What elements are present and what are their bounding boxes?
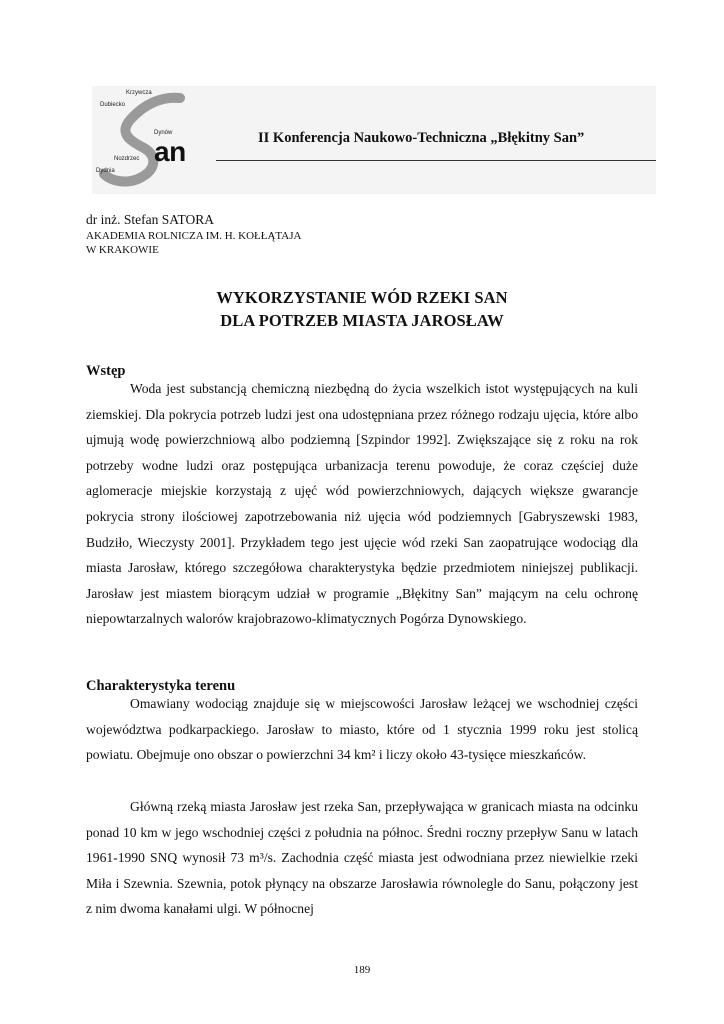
author-affiliation-city: W KRAKOWIE xyxy=(86,244,159,256)
logo-town-label: Dydnia xyxy=(96,168,115,174)
author-name: dr inż. Stefan SATORA xyxy=(86,212,214,227)
area-paragraph-2: Główną rzeką miasta Jarosław jest rzeka San, przepływająca w granicach miasta na odcinku ponad 10 km w jego wschodniej części z południa na północ. Średni roczny przepływ Sanu w latach 1961-1990 SNQ wynosił 73 m³/s. Zachodnia część miasta jest odwodniana przez niewielkie rzeki Miła i Szewnia. Szewnia, potok płynący na obszarze Jarosławia równolegle do Sanu, połączony jest z nim dwoma kanałami ulgi. W północnej xyxy=(86,799,638,917)
section-heading-intro: Wstęp xyxy=(86,363,126,379)
logo-wordmark: an xyxy=(154,136,186,167)
paper-title-line-2: DLA POTRZEB MIASTA JAROSŁAW xyxy=(220,311,504,330)
intro-paragraph: Woda jest substancją chemiczną niezbędną do życia wszelkich istot występujących na kuli ziemskiej. Dla pokrycia potrzeb ludzi jest ona udostępniana przez różnego rodzaju ujęcia, które albo ujmują wodę powierzchniową albo podziemną [Szpindor 1992]. Zwiększające się z roku na rok potrzeby wodne ludzi oraz postępująca urbanizacja terenu powoduje, że coraz częściej duże aglomeracje miejskie korzystają z ujęć wód powierzchniowych, dających większe gwarancje pokrycia strony ilościowej zapotrzebowania niż ujęcia wód podziemnych [Gabryszewski 1983, Budziło, Wieczysty 2001]. Przykładem tego jest ujęcie wód rzeki San zaopatrujące wodociąg dla miasta Jarosław, którego szczegółowa charakterystyka będzie przedmiotem niniejszej publikacji. Jarosław jest miastem biorącym udział w programie „Błękitny San” mającym na celu ochronę niepowtarzalnych walorów krajobrazowo-klimatycznych Pogórza Dynowskiego. xyxy=(86,381,638,627)
page-number: 189 xyxy=(353,964,371,976)
conference-logo xyxy=(92,86,212,194)
conference-title: II Konferencja Naukowo-Techniczna „Błękitny San” xyxy=(258,130,585,146)
logo-town-label: Nozdrzec xyxy=(114,156,140,162)
section-heading-area: Charakterystyka terenu xyxy=(86,678,236,694)
logo-town-label: Krzywcza xyxy=(126,90,152,96)
logo-town-label: Dubiecko xyxy=(100,102,126,108)
area-paragraph-1: Omawiany wodociąg znajduje się w miejscowości Jarosław leżącej we wschodniej części województwa podkarpackiego. Jarosław to miasto, które od 1 stycznia 1999 roku jest stolicą powiatu. Obejmuje ono obszar o powierzchni 34 km² i liczy około 43-tysięce mieszkańców. xyxy=(86,696,638,763)
header-divider xyxy=(216,160,656,161)
paper-title-line-1: WYKORZYSTANIE WÓD RZEKI SAN xyxy=(216,288,508,307)
logo-town-label: Dynów xyxy=(154,130,173,136)
author-affiliation: AKADEMIA ROLNICZA IM. H. KOŁŁĄTAJA xyxy=(86,230,302,242)
